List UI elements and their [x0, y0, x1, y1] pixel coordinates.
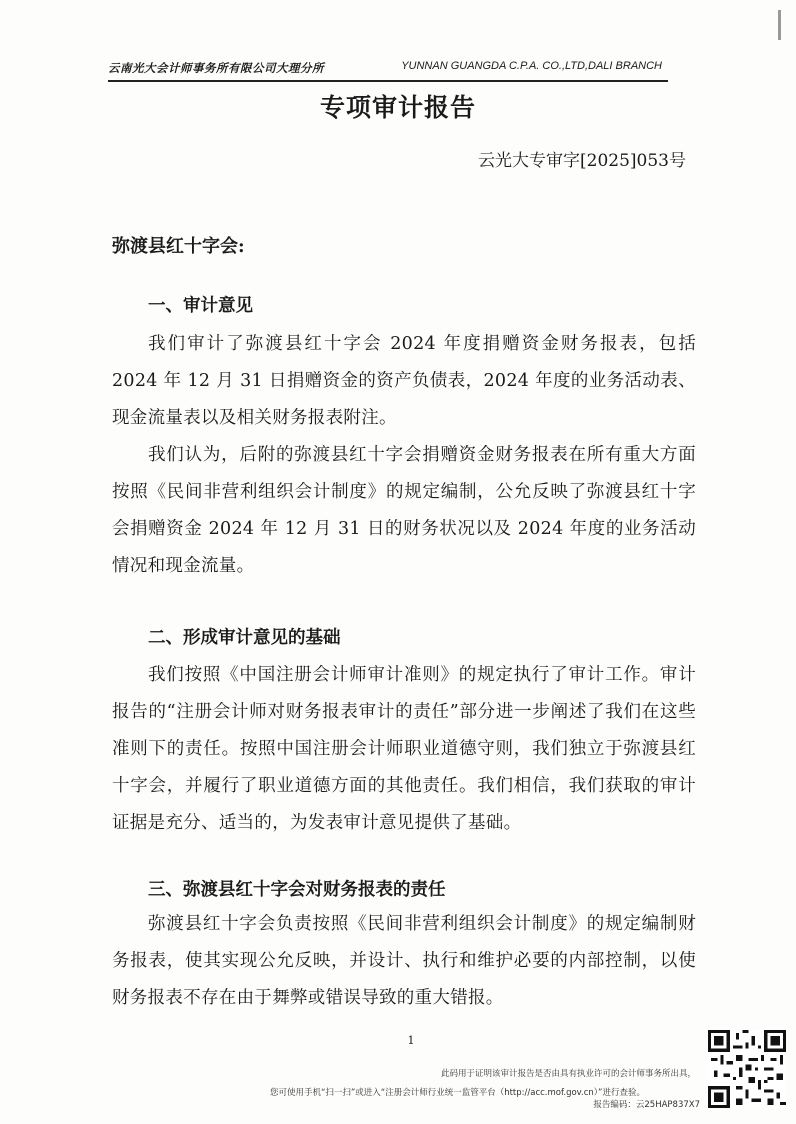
verification-note-line1: 此码用于证明该审计报告是否由具有执业许可的会计师事务所出具， — [440, 1069, 696, 1079]
firm-name-english: YUNNAN GUANGDA C.P.A. CO.,LTD,DALI BRANCH — [401, 60, 662, 72]
page-number: 1 — [407, 1034, 415, 1047]
section-heading-responsibility: 三、弥渡县红十字会对财务报表的责任 — [148, 880, 446, 900]
section-heading-opinion: 一、审计意见 — [148, 296, 253, 316]
verification-note-line2: 您可使用手机“扫一扫”或进入“注册会计师行业统一监管平台（http://acc.mof.gov.cn）”进行查验。 — [270, 1088, 645, 1098]
report-title: 专项审计报告 — [319, 93, 476, 122]
section-heading-basis: 二、形成审计意见的基础 — [148, 628, 341, 648]
scan-edge-mark — [778, 10, 781, 40]
paragraph-basis: 我们按照《中国注册会计师审计准则》的规定执行了审计工作。审计报告的“注册会计师对财务报表审计的责任”部分进一步阐述了我们在这些准则下的责任。按照中国注册会计师职业道德守则，我们独立于弥渡县红十字会，并履行了职业道德方面的其他责任。我们相信，我们获取的审计证据是充分、适当的，为发表审计意见提供了基础。 — [112, 665, 696, 833]
paragraph-opinion-1: 我们审计了弥渡县红十字会 2024 年度捐赠资金财务报表，包括 2024 年 12 月 31 日捐赠资金的资产负债表，2024 年度的业务活动表、现金流量表以及相关财务报表附注。 — [112, 334, 696, 428]
report-code: 报告编码：云25HAP837X7 — [593, 1100, 700, 1110]
verification-note — [256, 1068, 696, 1080]
letterhead — [108, 58, 668, 82]
paragraph-opinion-2: 我们认为，后附的弥渡县红十字会捐赠资金财务报表在所有重大方面按照《民间非营利组织会计制度》的规定编制，公允反映了弥渡县红十字会捐赠资金 2024 年 12 月 31 日的财务状况以及 2024 年度的业务活动情况和现金流量。 — [112, 445, 696, 576]
addressee: 弥渡县红十字会: — [112, 236, 245, 257]
firm-name-chinese: 云南光大会计师事务所有限公司大理分所 — [108, 61, 324, 75]
paragraph-responsibility: 弥渡县红十字会负责按照《民间非营利组织会计制度》的规定编制财务报表，使其实现公允反映，并设计、执行和维护必要的内部控制，以使财务报表不存在由于舞弊或错误导致的重大错报。 — [112, 914, 696, 1008]
document-number: 云光大专审字[2025]053号 — [478, 151, 686, 171]
qr-code-icon[interactable] — [708, 1030, 786, 1108]
